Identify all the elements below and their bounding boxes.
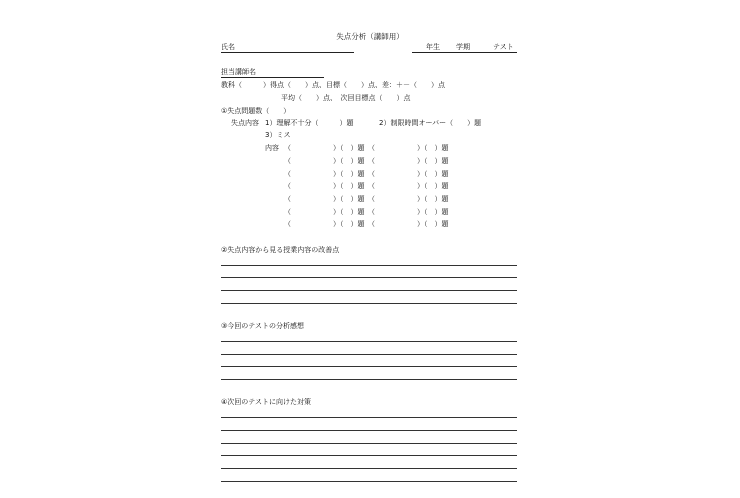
detail-row: （ ）（ ）題 （ ）（ ）題 — [284, 182, 449, 190]
writing-line — [221, 354, 517, 355]
item-time-over: 2）制限時間オーバー（ ）題 — [379, 119, 482, 127]
detail-row: （ ）（ ）題 （ ）（ ）題 — [284, 220, 449, 228]
writing-line — [221, 303, 517, 304]
writing-line — [221, 290, 517, 291]
writing-line — [221, 417, 517, 418]
detail-row: （ ）（ ）題 （ ）（ ）題 — [284, 208, 449, 216]
name-label: 氏名 — [221, 43, 235, 51]
grade-underline — [412, 52, 517, 53]
writing-line — [221, 443, 517, 444]
detail-row: （ ）（ ）題 （ ）（ ）題 — [284, 170, 449, 178]
grade-label: 年生 — [426, 43, 440, 51]
scores-line-2: 平均（ ）点、 次回目標点（ ）点 — [281, 94, 411, 102]
detail-row: （ ）（ ）題 （ ）（ ）題 — [284, 195, 449, 203]
item-mistake: 3）ミス — [265, 131, 291, 139]
name-underline — [221, 52, 354, 53]
teacher-underline — [221, 77, 324, 78]
scores-line-1: 教科（ ）得点（ ）点、目標（ ）点、差：＋－（ ）点 — [221, 81, 445, 89]
teacher-label: 担当講師名 — [221, 68, 256, 76]
writing-line — [221, 481, 517, 482]
writing-line — [221, 468, 517, 469]
writing-line — [221, 455, 517, 456]
writing-line — [221, 379, 517, 380]
writing-line — [221, 277, 517, 278]
lost-content-label: 失点内容 — [231, 119, 259, 127]
item-understanding: 1）理解不十分（ ）題 — [265, 119, 354, 127]
section3-heading: ③今回のテストの分析感想 — [221, 322, 304, 330]
writing-line — [221, 366, 517, 367]
section4-heading: ④次回のテストに向けた対策 — [221, 398, 311, 406]
detail-label: 内容 — [265, 144, 279, 152]
detail-row: （ ）（ ）題 （ ）（ ）題 — [284, 144, 449, 152]
section2-heading: ②失点内容から見る授業内容の改善点 — [221, 246, 340, 254]
writing-line — [221, 341, 517, 342]
test-label: テスト — [493, 43, 514, 51]
writing-line — [221, 265, 517, 266]
term-label: 学期 — [456, 43, 470, 51]
detail-row: （ ）（ ）題 （ ）（ ）題 — [284, 157, 449, 165]
section1-heading: ①失点問題数（ ） — [221, 107, 291, 115]
document-title: 失点分析（講師用） — [336, 32, 404, 41]
writing-line — [221, 430, 517, 431]
